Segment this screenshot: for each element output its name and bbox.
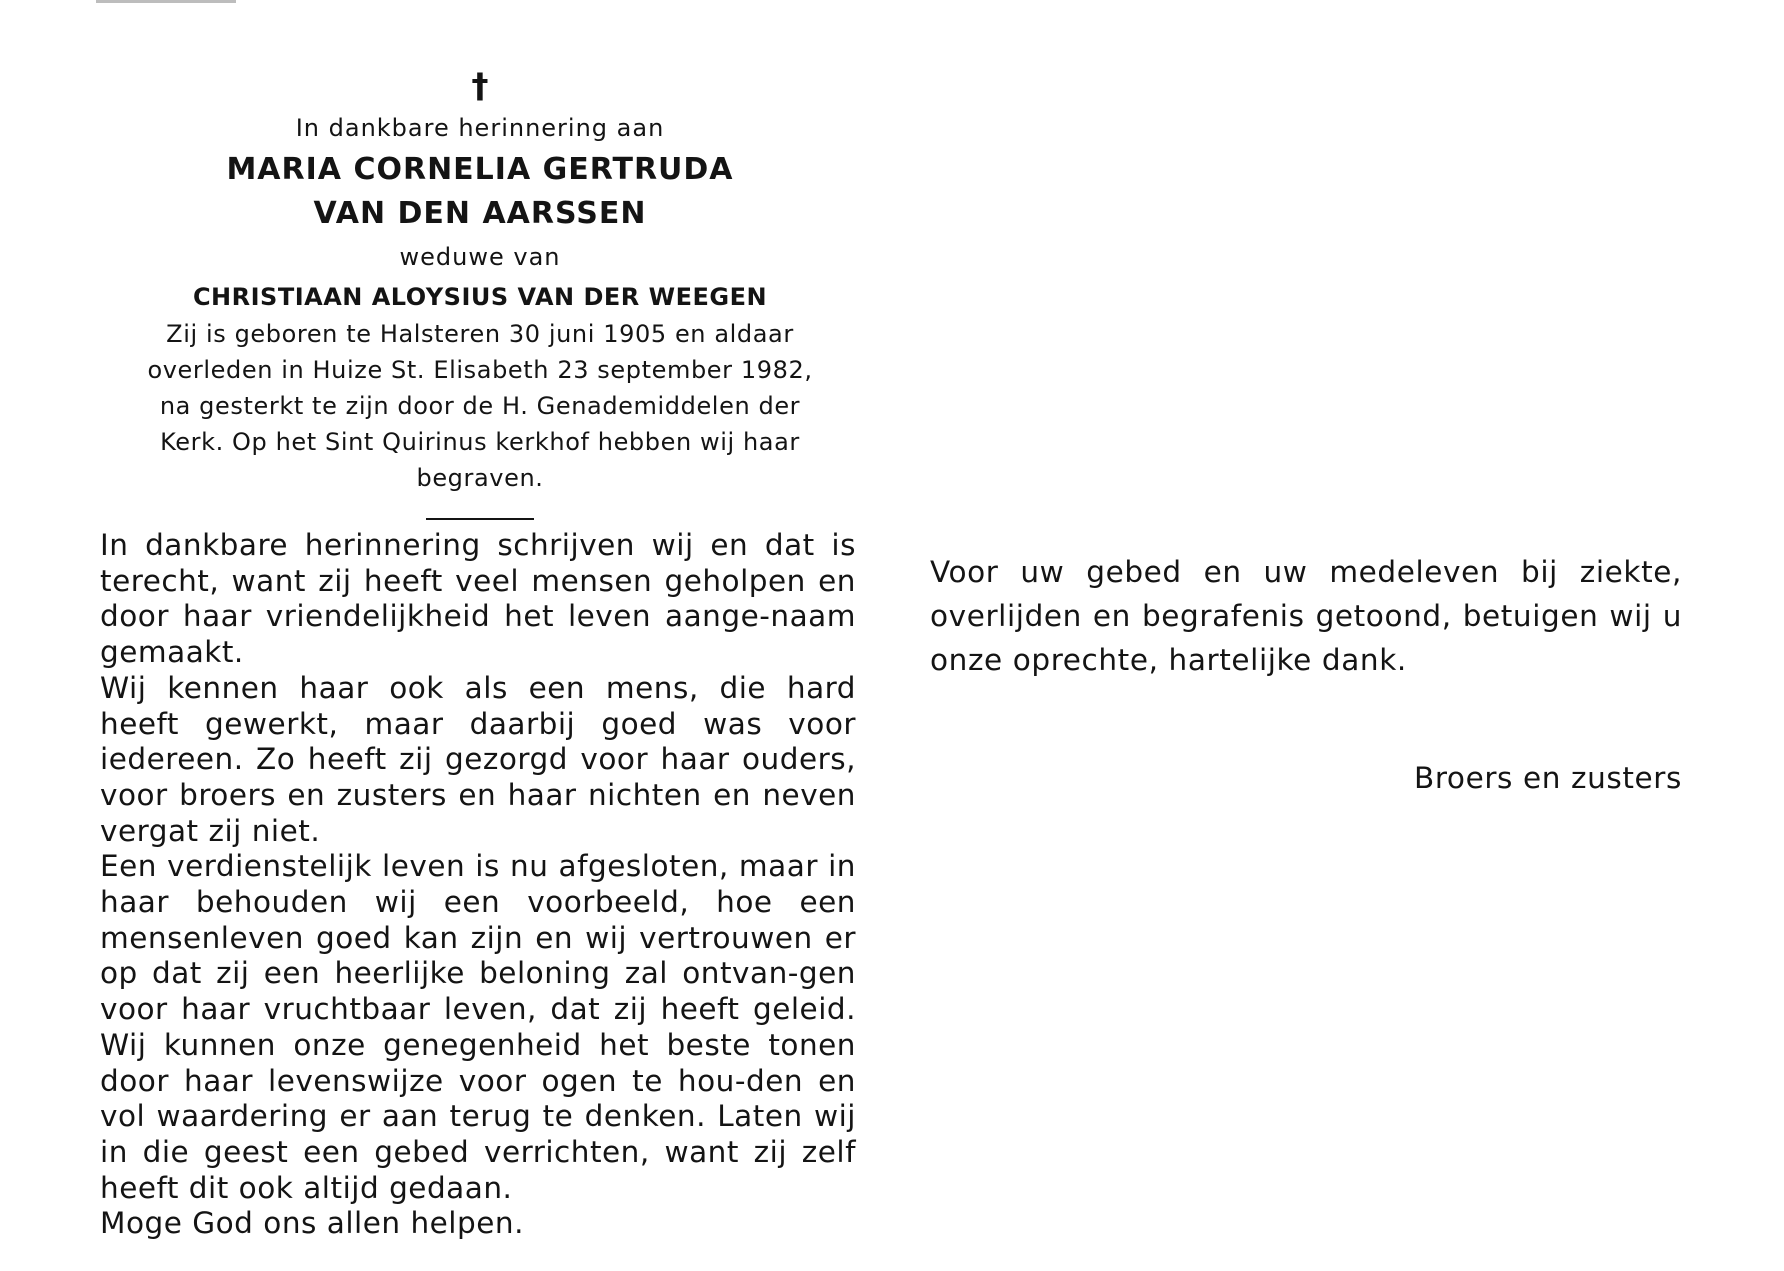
thanks-text: Voor uw gebed en uw medeleven bij ziekte, overlijden en begrafenis getoond, betuigen wij u onze oprechte, hartelijke dank.	[930, 555, 1682, 677]
cross-icon: †	[471, 66, 489, 106]
intro-line: In dankbare herinnering aan	[295, 114, 665, 142]
tribute-closing: Moge God ons allen helpen.	[100, 1206, 524, 1241]
scan-edge-mark	[96, 0, 236, 3]
tribute-paragraph-3: Een verdienstelijk leven is nu afgesloten, maar in haar behouden wij een voorbeeld, hoe een mensenleven goed kan zijn en wij vertrouwen er op dat zij een heerlijke beloning zal ontvan-gen voor haar vruchtbaar leven, dat zij heeft geleid. Wij kunnen onze genegenheid het beste tonen door haar levenswijze voor ogen te hou-den en vol waardering er aan terug te denken. Laten wij in die geest een gebed verrichten, want zij zelf heeft dit ook altijd gedaan.	[100, 849, 856, 1205]
widow-of-line: weduwe van	[399, 243, 561, 271]
tribute-paragraph-1: In dankbare herinnering schrijven wij en dat is terecht, want zij heeft veel mensen geholpen en door haar vriendelijkheid het leven aange-naam gemaakt.	[100, 528, 856, 670]
thanks-block	[930, 550, 1682, 682]
signature: Broers en zusters	[1414, 761, 1682, 795]
deceased-name-line1: MARIA CORNELIA GERTRUDA	[226, 152, 734, 187]
tribute-paragraph-2: Wij kennen haar ook als een mens, die hard heeft gewerkt, maar daarbij goed was voor iedereen. Zo heeft zij gezorgd voor haar ouders, voor broers en zusters en haar nichten en neven vergat zij niet.	[100, 670, 856, 848]
tribute-text	[100, 528, 856, 1242]
header-block	[100, 64, 860, 520]
deceased-name-line2: VAN DEN AARSSEN	[313, 196, 647, 231]
husband-name: CHRISTIAAN ALOYSIUS VAN DER WEEGEN	[192, 283, 768, 311]
biography-text: Zij is geboren te Halsteren 30 juni 1905 en aldaar overleden in Huize St. Elisabeth 23 september 1982, na gesterkt te zijn door de H. Genademiddelen der Kerk. Op het Sint Quirinus kerkhof hebben wij haar begraven.	[147, 320, 813, 492]
divider-line	[426, 518, 534, 520]
